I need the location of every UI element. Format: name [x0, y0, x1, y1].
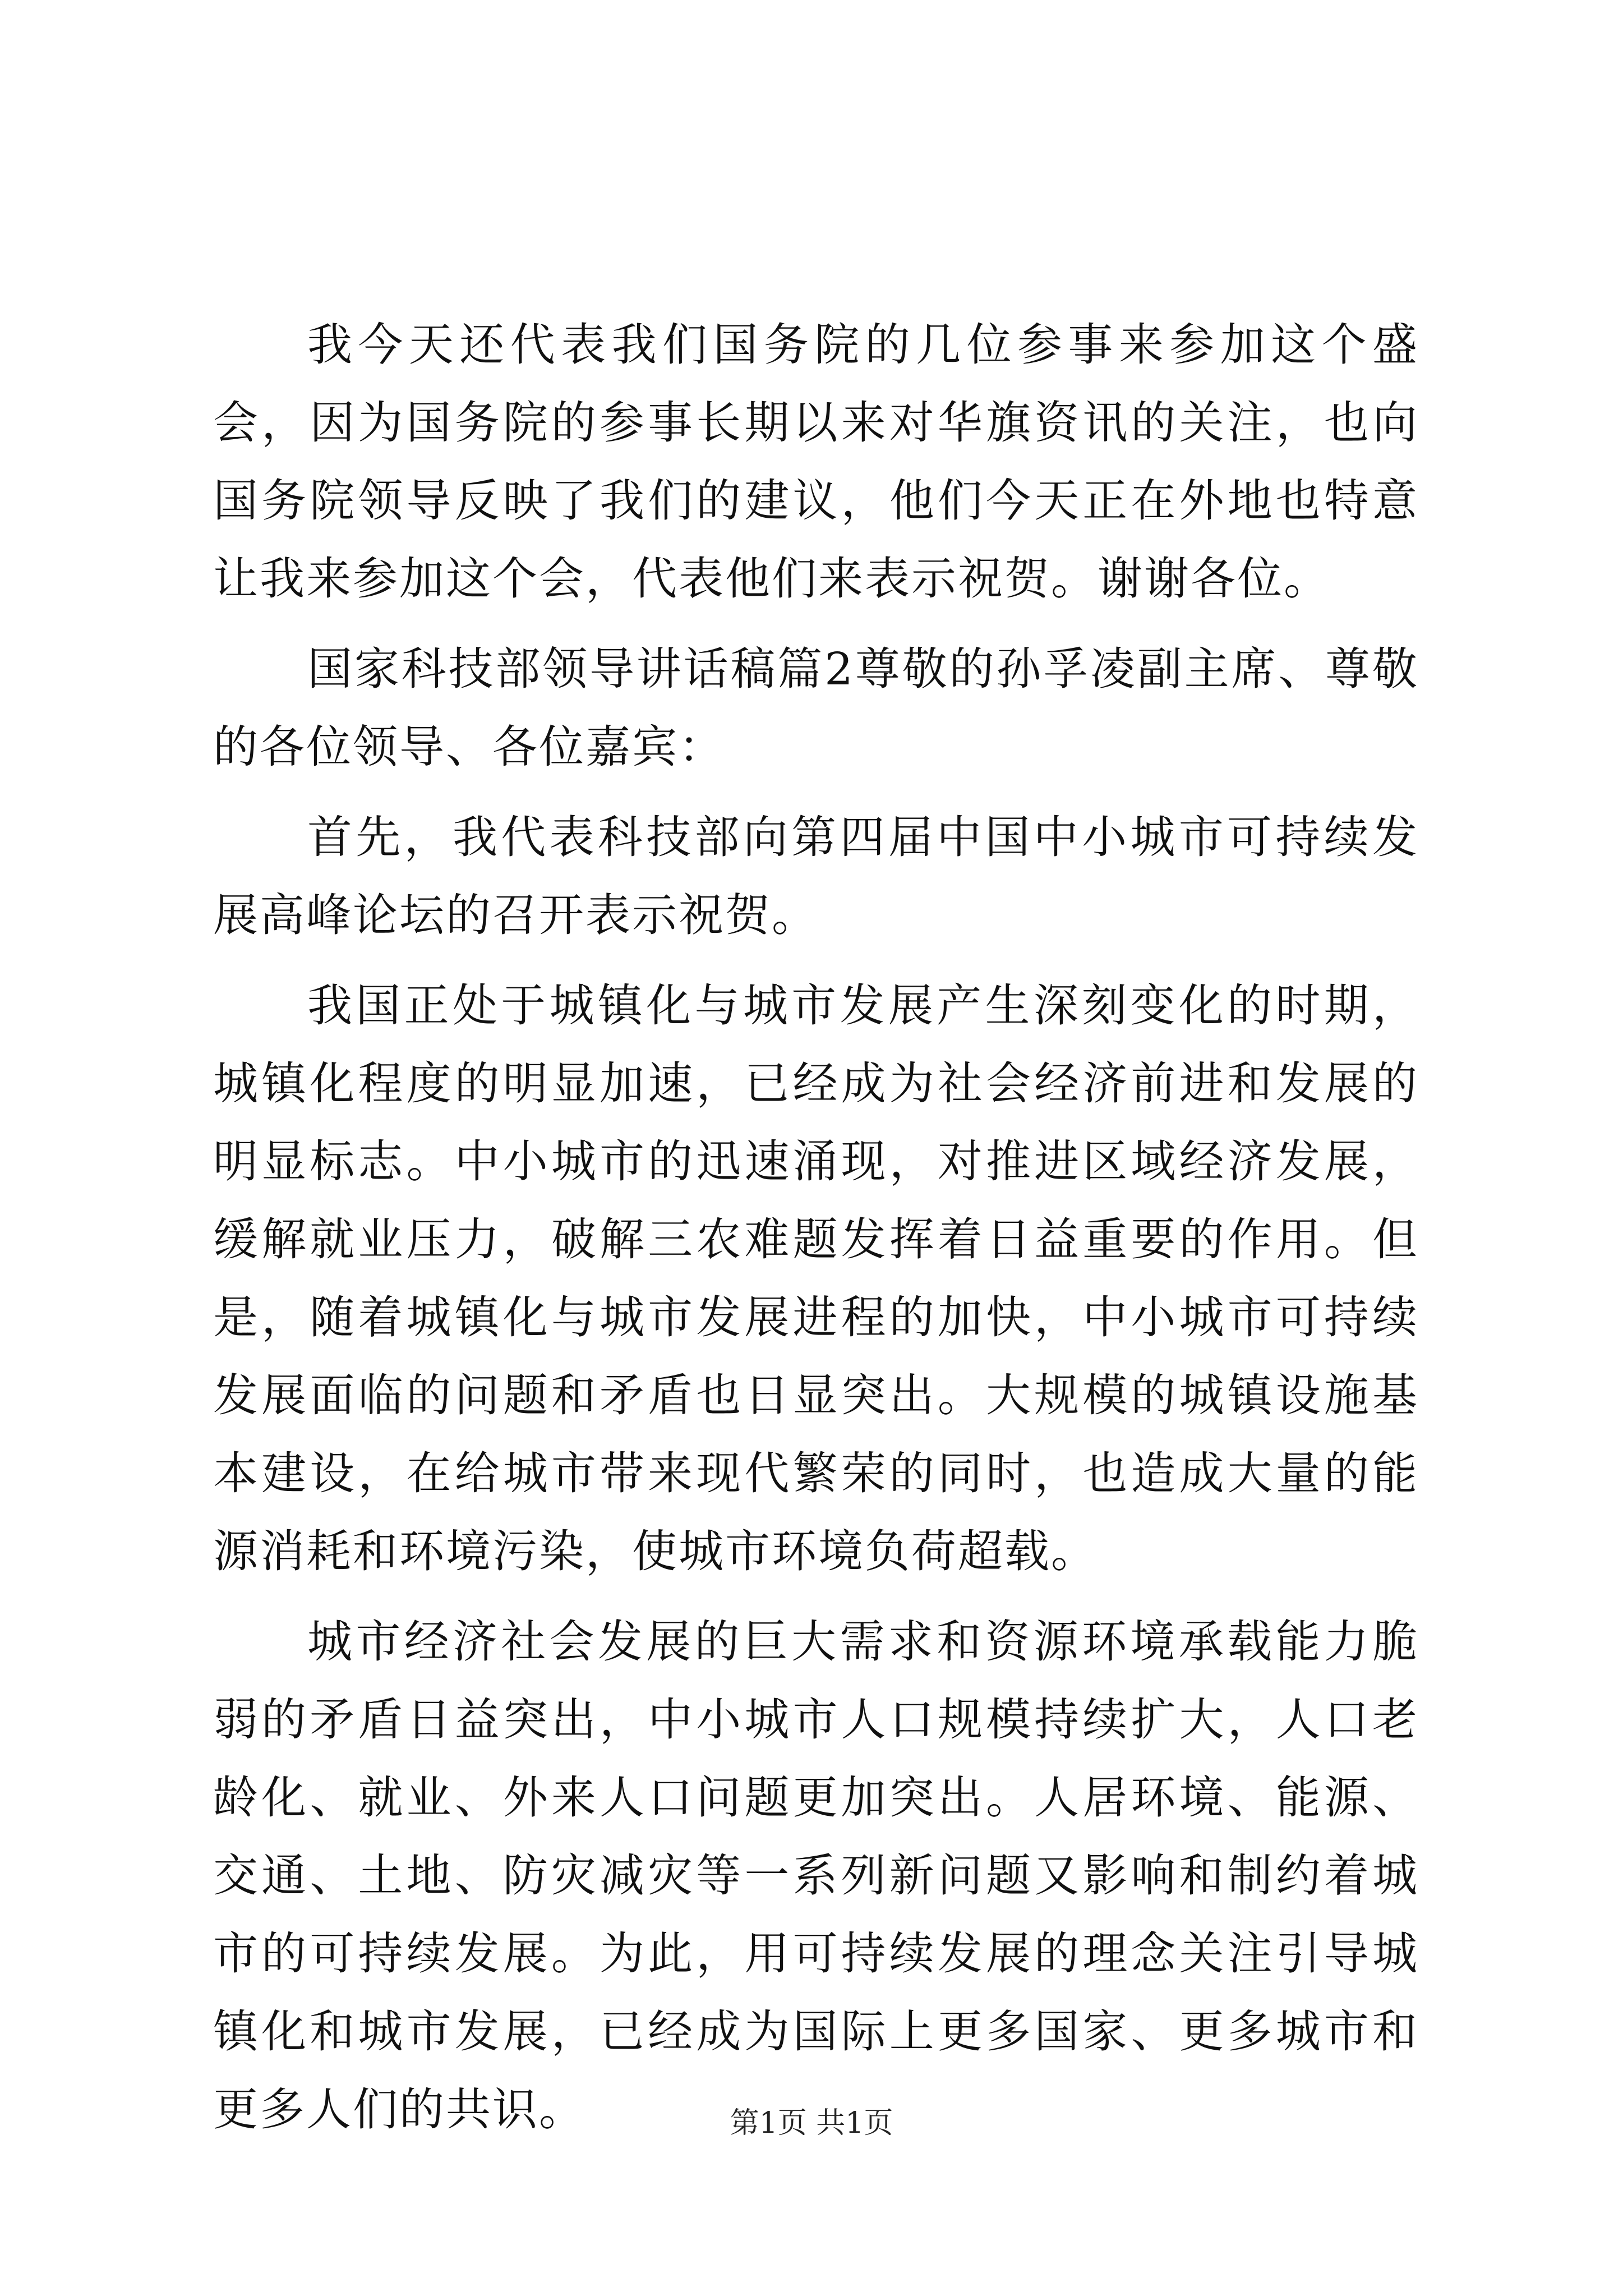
paragraph-5: 城市经济社会发展的巨大需求和资源环境承载能力脆弱的矛盾日益突出，中小城市人口规模持续扩大，人口老龄化、就业、外来人口问题更加突出。人居环境、能源、交通、土地、防灾减灾等一系列新问题又影响和制约着城市的可持续发展。为此，用可持续发展的理念关注引导城镇化和城市发展，已经成为国际上更多国家、更多城市和更多人们的共识。 [213, 1616, 1419, 2136]
paragraph-3: 首先，我代表科技部向第四届中国中小城市可持续发展高峰论坛的召开表示祝贺。 [213, 811, 1419, 941]
document-body [213, 306, 1419, 2148]
paragraph-4: 我国正处于城镇化与城市发展产生深刻变化的时期，城镇化程度的明显加速，已经成为社会经济前进和发展的明显标志。中小城市的迅速涌现，对推进区域经济发展，缓解就业压力，破解三农难题发挥着日益重要的作用。但是，随着城镇化与城市发展进程的加快，中小城市可持续发展面临的问题和矛盾也日显突出。大规模的城镇设施基本建设，在给城市带来现代繁荣的同时，也造成大量的能源消耗和环境污染，使城市环境负荷超载。 [213, 979, 1419, 1577]
paragraph-1: 我今天还代表我们国务院的几位参事来参加这个盛会，因为国务院的参事长期以来对华旗资讯的关注，也向国务院领导反映了我们的建议，他们今天正在外地也特意让我来参加这个会，代表他们来表示祝贺。谢谢各位。 [213, 319, 1419, 605]
paragraph-2: 国家科技部领导讲话稿篇2尊敬的孙孚凌副主席、尊敬的各位领导、各位嘉宾： [213, 643, 1419, 773]
page-footer: 第1页 共1页 [730, 2106, 893, 2140]
